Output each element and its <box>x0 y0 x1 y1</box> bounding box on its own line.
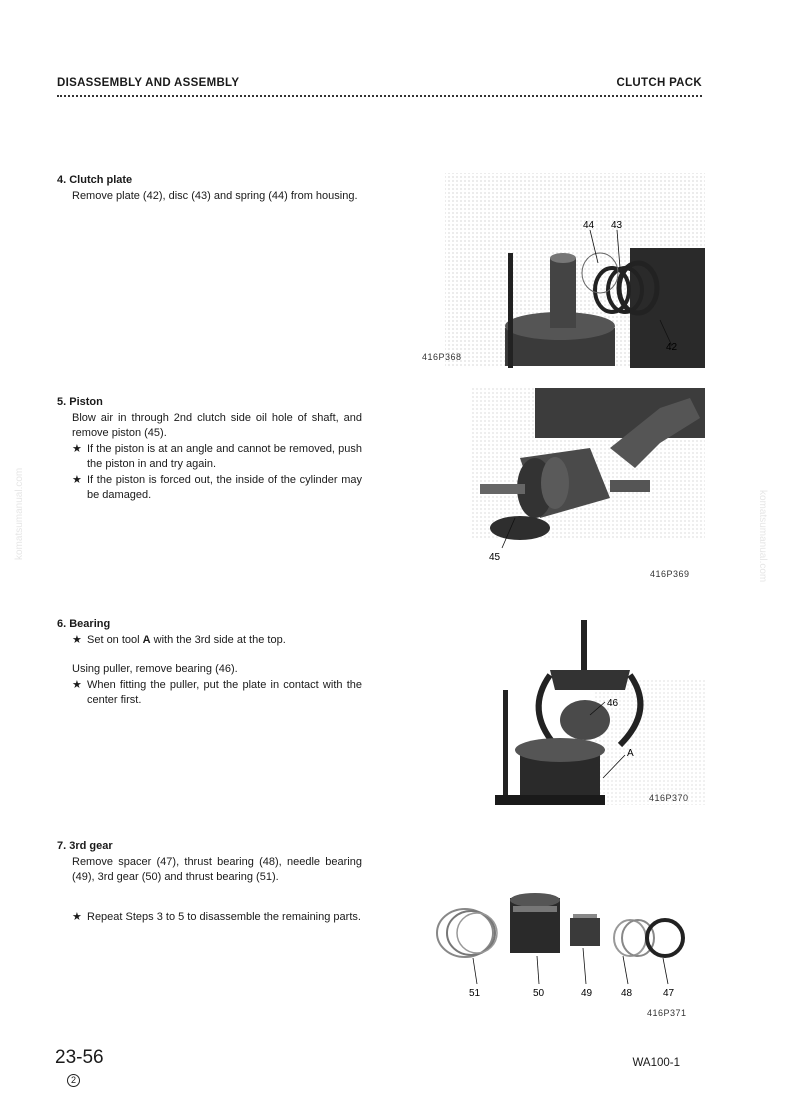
callout-label: 48 <box>621 988 633 999</box>
star-icon: ★ <box>72 678 82 691</box>
step-body: Using puller, remove bearing (46). <box>72 663 238 675</box>
figure-piston <box>460 388 705 578</box>
callout-label: A <box>627 748 634 759</box>
step-3rd-gear <box>57 839 362 925</box>
model-label: WA100-1 <box>632 1057 680 1069</box>
callout-label: 43 <box>611 220 623 231</box>
step-bearing <box>57 617 362 709</box>
step-note: ★ Repeat Steps 3 to 5 to disassemble the remaining parts. <box>57 910 362 926</box>
figure-code: 416P370 <box>649 793 689 803</box>
revision-badge: 2 <box>67 1074 80 1087</box>
step-body: Remove plate (42), disc (43) and spring (44) from housing. <box>72 189 358 202</box>
section-title: DISASSEMBLY AND ASSEMBLY <box>57 77 240 89</box>
step-body: Blow air in through 2nd clutch side oil hole of shaft, and remove piston (45). <box>72 411 362 439</box>
step-note: ★ If the piston is at an angle and cannot be removed, push the piston in and try again. <box>72 442 362 470</box>
step-title: 6. Bearing <box>57 618 111 630</box>
step-piston <box>57 395 362 504</box>
step-body: Remove spacer (47), thrust bearing (48), needle bearing (49), 3rd gear (50) and thrust bearing (51). <box>72 855 362 883</box>
step-note: ★ If the piston is forced out, the inside of the cylinder may be damaged. <box>72 473 362 501</box>
callout-label: 46 <box>607 698 619 709</box>
step-title: 4. Clutch plate <box>57 174 133 186</box>
step-title: 5. Piston <box>57 396 103 408</box>
figure-code: 416P371 <box>647 1008 687 1018</box>
star-icon: ★ <box>72 473 82 486</box>
callout-label: 44 <box>583 220 595 231</box>
callout-label: 51 <box>469 988 481 999</box>
figure-code: 416P368 <box>422 352 462 362</box>
figure-bearing <box>495 620 705 810</box>
step-note: ★ Set on tool A with the 3rd side at the top. <box>57 633 362 649</box>
step-title: 7. 3rd gear <box>57 840 113 852</box>
callout-label: 50 <box>533 988 545 999</box>
header-rule <box>57 95 702 97</box>
step-note: ★ When fitting the puller, put the plate in contact with the center first. <box>72 678 362 706</box>
star-icon: ★ <box>72 442 82 455</box>
callout-label: 42 <box>666 342 678 353</box>
callout-label: 45 <box>489 552 501 563</box>
step-clutch-plate <box>57 173 362 204</box>
callout-label: 47 <box>663 988 675 999</box>
figure-clutch-plate <box>420 168 705 368</box>
subsection-title: CLUTCH PACK <box>616 77 702 89</box>
figure-code: 416P369 <box>650 569 690 579</box>
page-number: 23-56 <box>55 1047 104 1068</box>
star-icon: ★ <box>72 633 82 646</box>
callout-label: 49 <box>581 988 593 999</box>
watermark-right: komatsumanual.com <box>757 490 768 583</box>
star-icon: ★ <box>72 910 82 923</box>
figure-3rd-gear <box>425 888 695 1018</box>
watermark-left: komatsumanual.com <box>14 467 25 560</box>
